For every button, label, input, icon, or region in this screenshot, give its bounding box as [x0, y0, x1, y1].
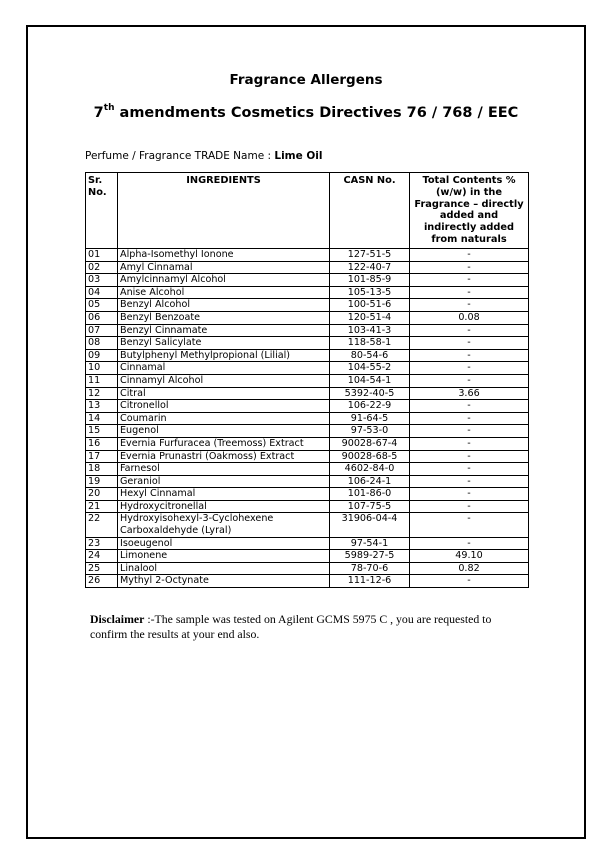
cell-casn: 97-53-0 [330, 425, 410, 438]
cell-casn: 101-85-9 [330, 274, 410, 287]
cell-casn: 5989-27-5 [330, 550, 410, 563]
cell-casn: 4602-84-0 [330, 463, 410, 476]
cell-total-content: - [410, 425, 529, 438]
cell-total-content: - [410, 337, 529, 350]
cell-total-content: 3.66 [410, 387, 529, 400]
cell-casn: 120-51-4 [330, 311, 410, 324]
cell-total-content: - [410, 261, 529, 274]
table-row [86, 412, 529, 425]
table-row [86, 550, 529, 563]
table-row [86, 437, 529, 450]
cell-sr-no: 20 [86, 488, 118, 501]
cell-ingredient: Anise Alcohol [118, 286, 330, 299]
cell-sr-no: 06 [86, 311, 118, 324]
allergen-table [85, 172, 529, 588]
cell-casn: 90028-68-5 [330, 450, 410, 463]
cell-ingredient: Butylphenyl Methylpropional (Lilial) [118, 349, 330, 362]
cell-ingredient: Geraniol [118, 475, 330, 488]
cell-ingredient: Mythyl 2-Octynate [118, 575, 330, 588]
header-casn: CASN No. [330, 173, 410, 249]
table-row [86, 488, 529, 501]
cell-total-content: - [410, 349, 529, 362]
table-row [86, 400, 529, 413]
header-total-contents: Total Contents % (w/w) in the Fragrance – directly added and indirectly added from naturals [410, 173, 529, 249]
cell-ingredient: Citral [118, 387, 330, 400]
cell-casn: 31906-04-4 [330, 513, 410, 537]
cell-sr-no: 19 [86, 475, 118, 488]
cell-sr-no: 16 [86, 437, 118, 450]
cell-ingredient: Linalool [118, 562, 330, 575]
cell-ingredient: Benzyl Cinnamate [118, 324, 330, 337]
cell-total-content: - [410, 475, 529, 488]
table-header-row [86, 173, 529, 249]
cell-ingredient: Hydroxycitronellal [118, 500, 330, 513]
table-row [86, 299, 529, 312]
cell-ingredient: Hydroxyisohexyl-3-Cyclohexene Carboxaldehyde (Lyral) [118, 513, 330, 537]
cell-sr-no: 03 [86, 274, 118, 287]
cell-casn: 104-54-1 [330, 374, 410, 387]
cell-sr-no: 09 [86, 349, 118, 362]
cell-casn: 101-86-0 [330, 488, 410, 501]
cell-ingredient: Alpha-Isomethyl Ionone [118, 249, 330, 262]
table-row [86, 261, 529, 274]
cell-casn: 5392-40-5 [330, 387, 410, 400]
cell-sr-no: 02 [86, 261, 118, 274]
cell-ingredient: Amylcinnamyl Alcohol [118, 274, 330, 287]
cell-total-content: - [410, 488, 529, 501]
cell-ingredient: Benzyl Alcohol [118, 299, 330, 312]
cell-ingredient: Hexyl Cinnamal [118, 488, 330, 501]
cell-sr-no: 10 [86, 362, 118, 375]
cell-casn: 90028-67-4 [330, 437, 410, 450]
cell-sr-no: 22 [86, 513, 118, 537]
cell-casn: 118-58-1 [330, 337, 410, 350]
cell-casn: 97-54-1 [330, 537, 410, 550]
table-row [86, 374, 529, 387]
table-row [86, 562, 529, 575]
cell-ingredient: Evernia Prunastri (Oakmoss) Extract [118, 450, 330, 463]
subtitle-ordinal: 7 [93, 105, 104, 121]
page-subtitle [0, 105, 612, 121]
trade-name-line [85, 150, 323, 162]
cell-sr-no: 14 [86, 412, 118, 425]
cell-sr-no: 23 [86, 537, 118, 550]
header-ingredients: INGREDIENTS [118, 173, 330, 249]
cell-total-content: 0.82 [410, 562, 529, 575]
disclaimer-label: Disclaimer [90, 612, 145, 626]
table-row [86, 425, 529, 438]
cell-casn: 105-13-5 [330, 286, 410, 299]
table-row [86, 387, 529, 400]
subtitle-ordinal-suffix: th [103, 103, 115, 113]
cell-ingredient: Evernia Furfuracea (Treemoss) Extract [118, 437, 330, 450]
cell-ingredient: Cinnamal [118, 362, 330, 375]
cell-total-content: - [410, 324, 529, 337]
cell-sr-no: 05 [86, 299, 118, 312]
table-row [86, 450, 529, 463]
cell-total-content: - [410, 463, 529, 476]
cell-ingredient: Benzyl Benzoate [118, 311, 330, 324]
cell-sr-no: 07 [86, 324, 118, 337]
cell-ingredient: Citronellol [118, 400, 330, 413]
cell-ingredient: Cinnamyl Alcohol [118, 374, 330, 387]
cell-total-content: - [410, 437, 529, 450]
disclaimer-text: :-The sample was tested on Agilent GCMS 5975 C , you are requested to confirm the results at your end also. [90, 612, 492, 641]
cell-ingredient: Limonene [118, 550, 330, 563]
cell-ingredient: Amyl Cinnamal [118, 261, 330, 274]
header-sr-no: Sr. No. [86, 173, 118, 249]
table-row [86, 274, 529, 287]
cell-casn: 80-54-6 [330, 349, 410, 362]
cell-sr-no: 21 [86, 500, 118, 513]
cell-sr-no: 25 [86, 562, 118, 575]
cell-total-content: 49.10 [410, 550, 529, 563]
trade-name-value: Lime Oil [274, 150, 323, 162]
page-title: Fragrance Allergens [229, 72, 383, 88]
cell-casn: 106-22-9 [330, 400, 410, 413]
table-row [86, 337, 529, 350]
cell-sr-no: 12 [86, 387, 118, 400]
table-row [86, 286, 529, 299]
cell-casn: 104-55-2 [330, 362, 410, 375]
table-row [86, 575, 529, 588]
cell-sr-no: 17 [86, 450, 118, 463]
cell-casn: 106-24-1 [330, 475, 410, 488]
cell-total-content: - [410, 286, 529, 299]
table-row [86, 362, 529, 375]
cell-sr-no: 01 [86, 249, 118, 262]
cell-casn: 111-12-6 [330, 575, 410, 588]
table-row [86, 537, 529, 550]
cell-total-content: - [410, 575, 529, 588]
trade-name-label: Perfume / Fragrance TRADE Name : [85, 150, 275, 162]
subtitle-text: amendments Cosmetics Directives 76 / 768 / EEC [114, 105, 519, 121]
cell-sr-no: 11 [86, 374, 118, 387]
cell-total-content: - [410, 274, 529, 287]
cell-total-content: - [410, 537, 529, 550]
table-row [86, 475, 529, 488]
table-row [86, 463, 529, 476]
cell-ingredient: Isoeugenol [118, 537, 330, 550]
cell-sr-no: 04 [86, 286, 118, 299]
cell-casn: 122-40-7 [330, 261, 410, 274]
cell-casn: 103-41-3 [330, 324, 410, 337]
cell-casn: 107-75-5 [330, 500, 410, 513]
table-row [86, 324, 529, 337]
table-row [86, 500, 529, 513]
cell-casn: 127-51-5 [330, 249, 410, 262]
cell-sr-no: 13 [86, 400, 118, 413]
cell-total-content: - [410, 299, 529, 312]
cell-ingredient: Farnesol [118, 463, 330, 476]
table-row [86, 349, 529, 362]
table-row [86, 513, 529, 537]
cell-total-content: - [410, 374, 529, 387]
cell-total-content: - [410, 450, 529, 463]
cell-sr-no: 26 [86, 575, 118, 588]
cell-total-content: - [410, 500, 529, 513]
cell-ingredient: Benzyl Salicylate [118, 337, 330, 350]
table-row [86, 311, 529, 324]
cell-total-content: - [410, 513, 529, 537]
cell-ingredient: Coumarin [118, 412, 330, 425]
cell-total-content: 0.08 [410, 311, 529, 324]
table-row [86, 249, 529, 262]
cell-total-content: - [410, 362, 529, 375]
cell-ingredient: Eugenol [118, 425, 330, 438]
disclaimer [90, 612, 520, 641]
cell-sr-no: 15 [86, 425, 118, 438]
cell-casn: 78-70-6 [330, 562, 410, 575]
cell-total-content: - [410, 400, 529, 413]
cell-sr-no: 08 [86, 337, 118, 350]
cell-sr-no: 18 [86, 463, 118, 476]
cell-casn: 91-64-5 [330, 412, 410, 425]
cell-total-content: - [410, 412, 529, 425]
cell-sr-no: 24 [86, 550, 118, 563]
cell-total-content: - [410, 249, 529, 262]
cell-casn: 100-51-6 [330, 299, 410, 312]
